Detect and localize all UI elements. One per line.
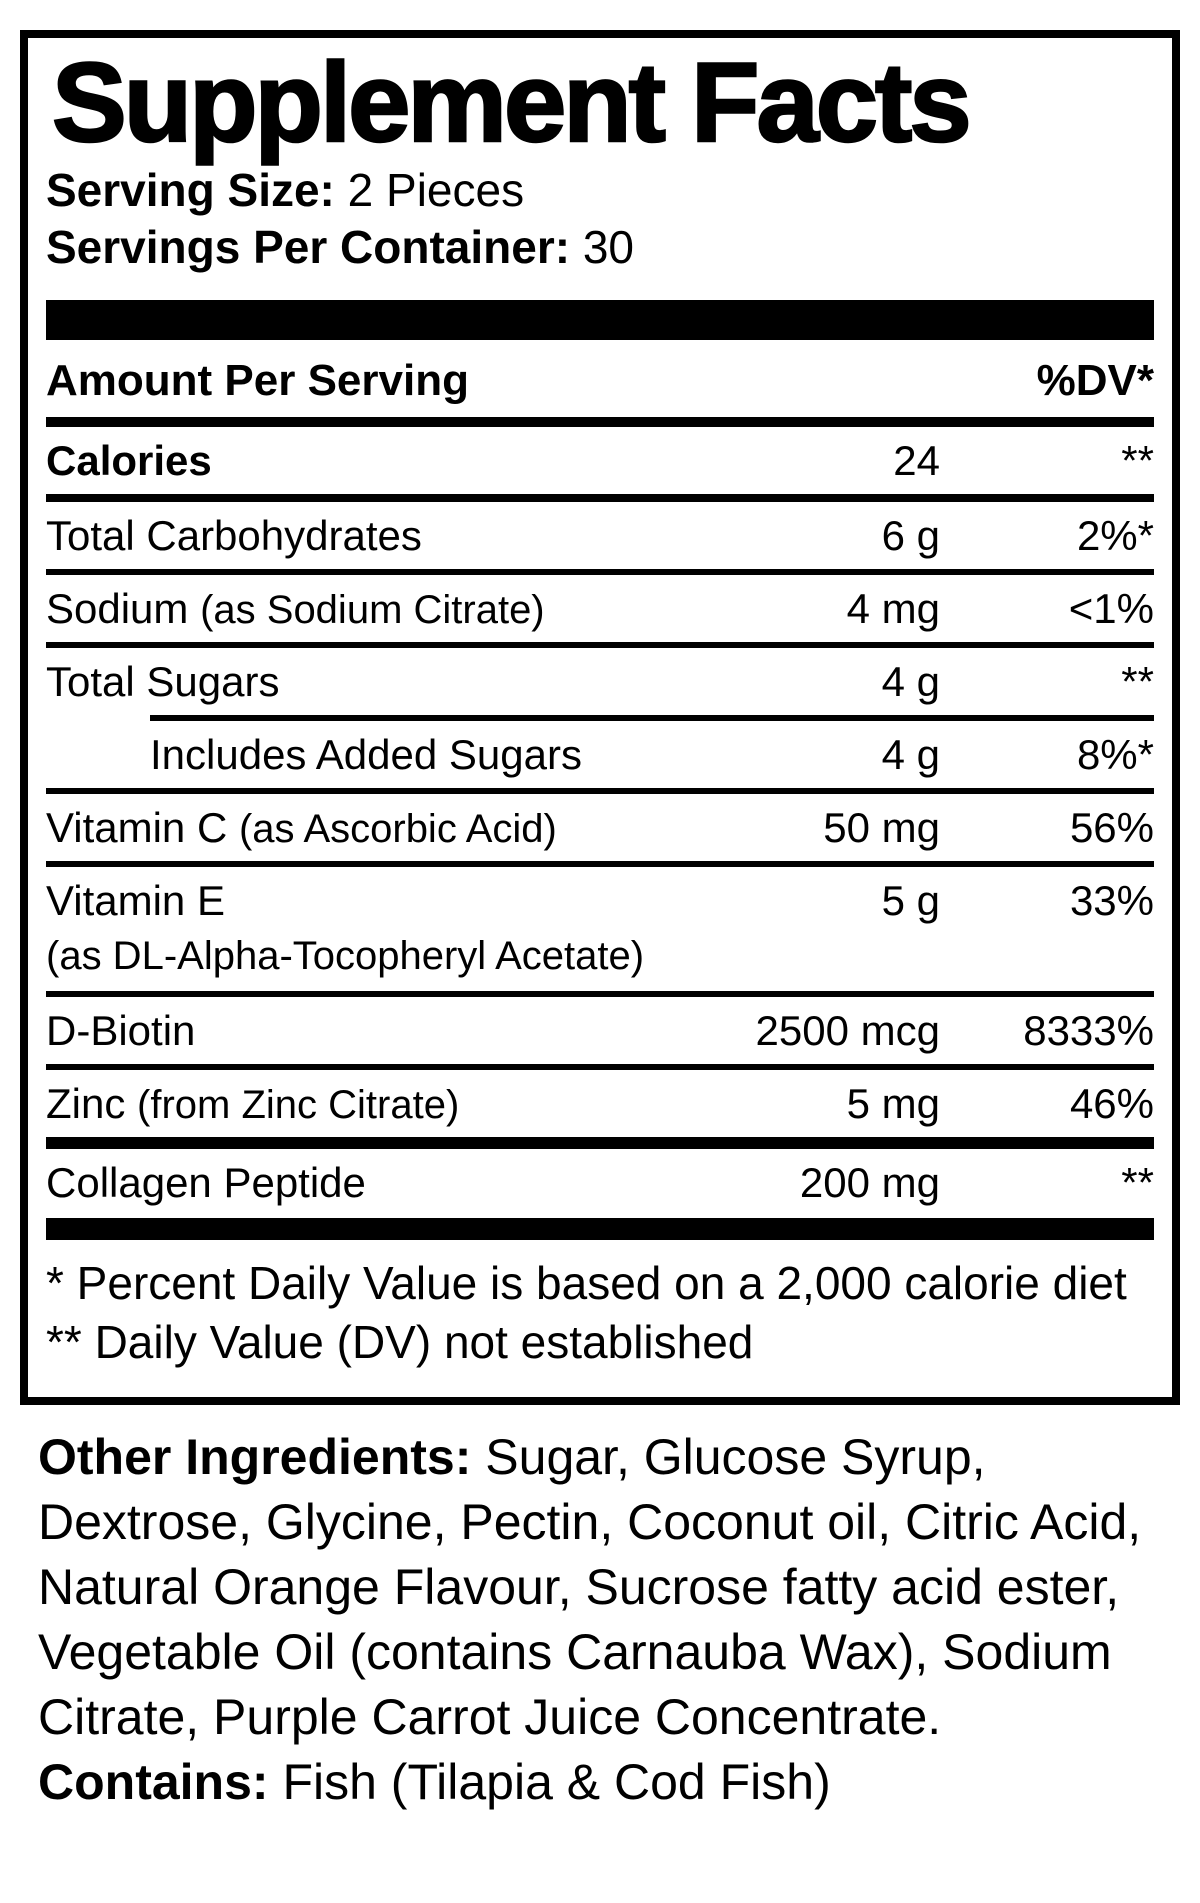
serving-size-label: Serving Size: [46, 163, 335, 216]
percent-dv-header: %DV* [1036, 355, 1154, 405]
other-ingredients-text: Sugar, Glucose Syrup, Dextrose, Glycine, Pectin, Coconut oil, Citric Acid, Natural Orange Flavour, Sucrose fatty acid ester, Vegetable Oil (contains Carnauba Wax), Sodium Citrate, Purple Carrot Juice Concentrate. [38, 1429, 1142, 1745]
table-row: D-Biotin 2500 mcg 8333% [46, 997, 1154, 1070]
amount-per-serving-header: Amount Per Serving [46, 355, 469, 405]
table-row: Total Sugars 4 g ** [46, 657, 1154, 705]
servings-per-container-value: 30 [582, 220, 634, 273]
footnote-percent-dv: * Percent Daily Value is based on a 2,000 calorie diet [46, 1256, 1127, 1309]
other-ingredients [38, 1425, 1160, 1750]
divider-bar [46, 1137, 1154, 1149]
other-ingredients-label: Other Ingredients: [38, 1429, 472, 1485]
servings-per-container-label: Servings Per Container: [46, 220, 571, 273]
supplement-facts-panel [20, 30, 1180, 1405]
table-row: Collagen Peptide 200 mg ** [46, 1158, 1154, 1206]
servings-per-container-line [46, 219, 1154, 276]
table-row: Total Carbohydrates 6 g 2%* [46, 502, 1154, 575]
contains-label: Contains: [38, 1754, 269, 1810]
divider-bar [46, 1218, 1154, 1240]
serving-size-value: 2 Pieces [347, 163, 525, 216]
thick-divider-bar [46, 300, 1154, 340]
table-row: Zinc (from Zinc Citrate) 5 mg 46% [46, 1079, 1154, 1127]
contains-text: Fish (Tilapia & Cod Fish) [282, 1754, 831, 1810]
footnote-dv-not-established: ** Daily Value (DV) not established [46, 1315, 754, 1368]
table-row: Calories 24 ** [46, 427, 1154, 502]
table-row: Includes Added Sugars 4 g 8%* [46, 721, 1154, 794]
serving-size-line [46, 162, 1154, 219]
panel-title: Supplement Facts [52, 40, 969, 165]
footnotes [46, 1254, 1154, 1372]
table-header-row [46, 340, 1154, 427]
table-row: Sodium (as Sodium Citrate) 4 mg <1% [46, 575, 1154, 648]
table-row: Vitamin C (as Ascorbic Acid) 50 mg 56% [46, 794, 1154, 867]
contains-statement [38, 1750, 1160, 1815]
table-row: Vitamin E 5 g 33% [46, 876, 1154, 924]
vitamin-e-note: (as DL-Alpha-Tocopheryl Acetate) [46, 934, 1154, 997]
